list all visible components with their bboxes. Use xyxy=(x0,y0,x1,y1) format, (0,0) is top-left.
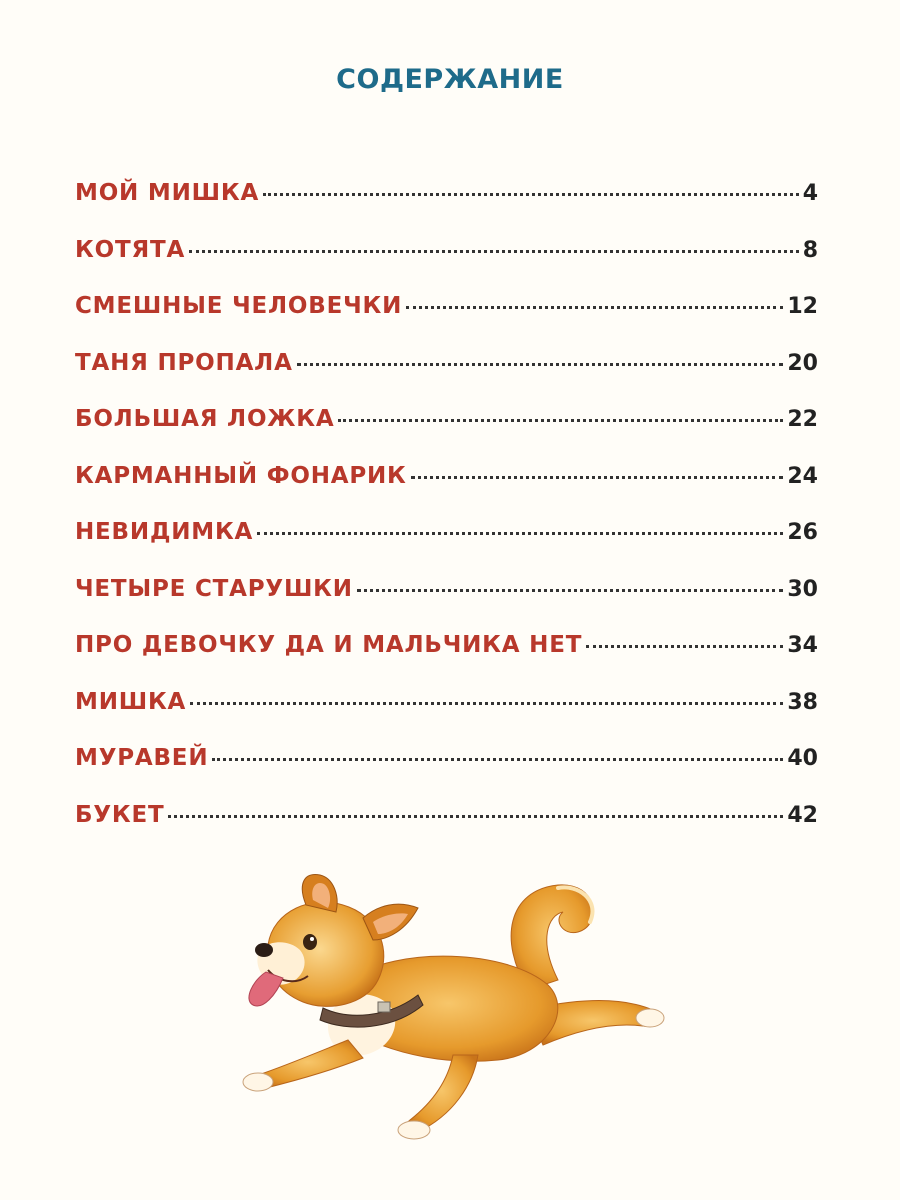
toc-page-number: 12 xyxy=(787,294,818,319)
toc-entry-title: БУКЕТ xyxy=(75,801,165,828)
toc-entry-title: ПРО ДЕВОЧКУ ДА И МАЛЬЧИКА НЕТ xyxy=(75,632,583,658)
toc-entry-title: СМЕШНЫЕ ЧЕЛОВЕЧКИ xyxy=(75,293,403,319)
toc-page-number: 42 xyxy=(787,802,818,828)
toc-page-number: 24 xyxy=(787,463,818,489)
dot-leader xyxy=(190,702,783,705)
toc-entry[interactable] xyxy=(75,519,818,576)
toc-entry-title: ЧЕТЫРЕ СТАРУШКИ xyxy=(75,575,353,602)
toc-page-number: 38 xyxy=(787,689,818,715)
toc-entry-title: ТАНЯ ПРОПАЛА xyxy=(75,349,293,376)
toc-entry[interactable] xyxy=(75,745,818,802)
toc-entry-title: НЕВИДИМКА xyxy=(75,519,254,545)
dot-leader xyxy=(357,589,784,592)
toc-page-number: 30 xyxy=(787,576,818,602)
toc-page-number: 26 xyxy=(787,520,818,545)
toc-entry[interactable] xyxy=(75,406,818,463)
dot-leader xyxy=(263,193,799,196)
toc-entry[interactable] xyxy=(75,350,818,407)
running-dog-illustration xyxy=(228,870,668,1150)
dot-leader xyxy=(297,363,784,366)
toc-entry-title: МИШКА xyxy=(75,688,187,715)
toc-entry[interactable] xyxy=(75,576,818,633)
toc-page-number: 4 xyxy=(802,181,818,206)
toc-entry-title: КАРМАННЫЙ ФОНАРИК xyxy=(75,462,407,489)
dot-leader xyxy=(406,306,783,309)
toc-entry[interactable] xyxy=(75,463,818,520)
table-of-contents xyxy=(75,180,818,858)
toc-entry[interactable] xyxy=(75,689,818,746)
dot-leader xyxy=(168,815,783,818)
dot-leader xyxy=(586,645,783,648)
toc-entry-title: КОТЯТА xyxy=(75,236,186,263)
toc-entry[interactable] xyxy=(75,802,818,859)
dot-leader xyxy=(189,250,799,253)
toc-entry[interactable] xyxy=(75,293,818,350)
toc-entry-title: МУРАВЕЙ xyxy=(75,745,209,771)
toc-page-number: 40 xyxy=(787,746,818,771)
toc-page-number: 8 xyxy=(802,237,818,263)
toc-page-number: 22 xyxy=(787,407,818,432)
dot-leader xyxy=(411,476,784,479)
toc-entry-title: МОЙ МИШКА xyxy=(75,180,260,206)
toc-entry[interactable] xyxy=(75,237,818,294)
page-title: СОДЕРЖАНИЕ xyxy=(336,64,564,95)
dot-leader xyxy=(257,532,783,535)
toc-page-number: 20 xyxy=(787,350,818,376)
dot-leader xyxy=(338,419,783,422)
dot-leader xyxy=(212,758,783,761)
toc-page-number: 34 xyxy=(787,633,818,658)
toc-entry-title: БОЛЬШАЯ ЛОЖКА xyxy=(75,406,335,432)
toc-entry[interactable] xyxy=(75,632,818,689)
toc-entry[interactable] xyxy=(75,180,818,237)
